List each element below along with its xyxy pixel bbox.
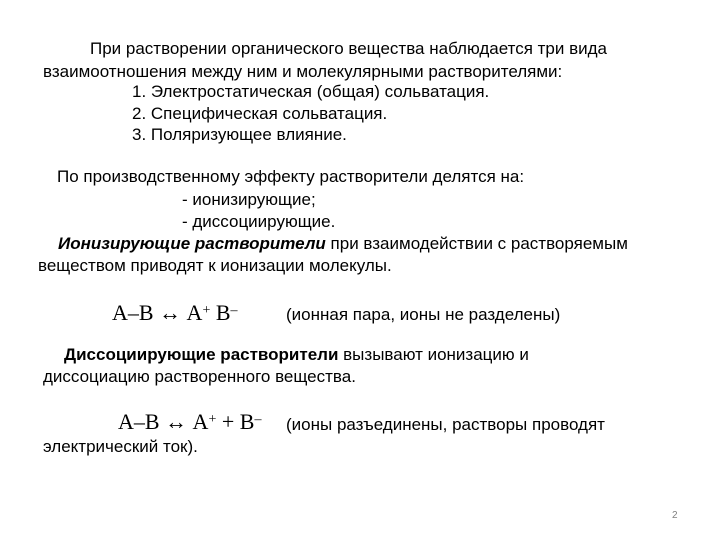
- intro-line-2: взаимоотношения между ним и молекулярными растворителями:: [43, 62, 563, 81]
- dissociating-formula-sup-minus: –: [254, 412, 262, 427]
- ionizing-note: (ионная пара, ионы не разделены): [286, 305, 561, 324]
- page-number: 2: [672, 510, 678, 521]
- dissociating-formula-sup-plus: +: [208, 412, 217, 427]
- dissociating-line-1: [64, 345, 529, 365]
- ionizing-formula-left: А–В ↔ А: [112, 300, 203, 325]
- ionizing-formula-sup-minus: –: [230, 303, 238, 318]
- ionizing-line-2: веществом приводят к ионизации молекулы.: [38, 256, 392, 275]
- dissociating-formula-left: А–В ↔ А: [118, 409, 209, 434]
- dissociating-formula-mid: + В: [216, 409, 255, 434]
- dissociating-line-1-rest: вызывают ионизацию и: [338, 345, 529, 364]
- dissociating-term: Диссоциирующие растворители: [64, 345, 339, 364]
- intro-list-item-2: 2. Специфическая сольватация.: [132, 104, 388, 123]
- dissociating-formula: [118, 410, 261, 434]
- ionizing-formula-sup-plus: +: [202, 303, 211, 318]
- ionizing-term: Ионизирующие растворители: [58, 234, 326, 253]
- intro-list-item-3: 3. Поляризующее влияние.: [132, 125, 347, 144]
- intro-line-1: При растворении органического вещества наблюдается три вида: [90, 39, 607, 58]
- ionizing-formula: [112, 301, 238, 325]
- classification-item-1: - ионизирующие;: [182, 190, 316, 209]
- dissociating-note-2: электрический ток).: [43, 437, 198, 456]
- intro-list-item-1: 1. Электростатическая (общая) сольватация.: [132, 82, 490, 101]
- ionizing-formula-mid: В: [210, 300, 231, 325]
- classification-line: По производственному эффекту растворители делятся на:: [57, 167, 525, 186]
- ionizing-line-1: [58, 234, 628, 254]
- classification-item-2: - диссоциирующие.: [182, 212, 336, 231]
- ionizing-line-1-rest: при взаимодействии с растворяемым: [325, 234, 628, 253]
- dissociating-note: (ионы разъединены, растворы проводят: [286, 415, 605, 434]
- dissociating-line-2: диссоциацию растворенного вещества.: [43, 367, 356, 386]
